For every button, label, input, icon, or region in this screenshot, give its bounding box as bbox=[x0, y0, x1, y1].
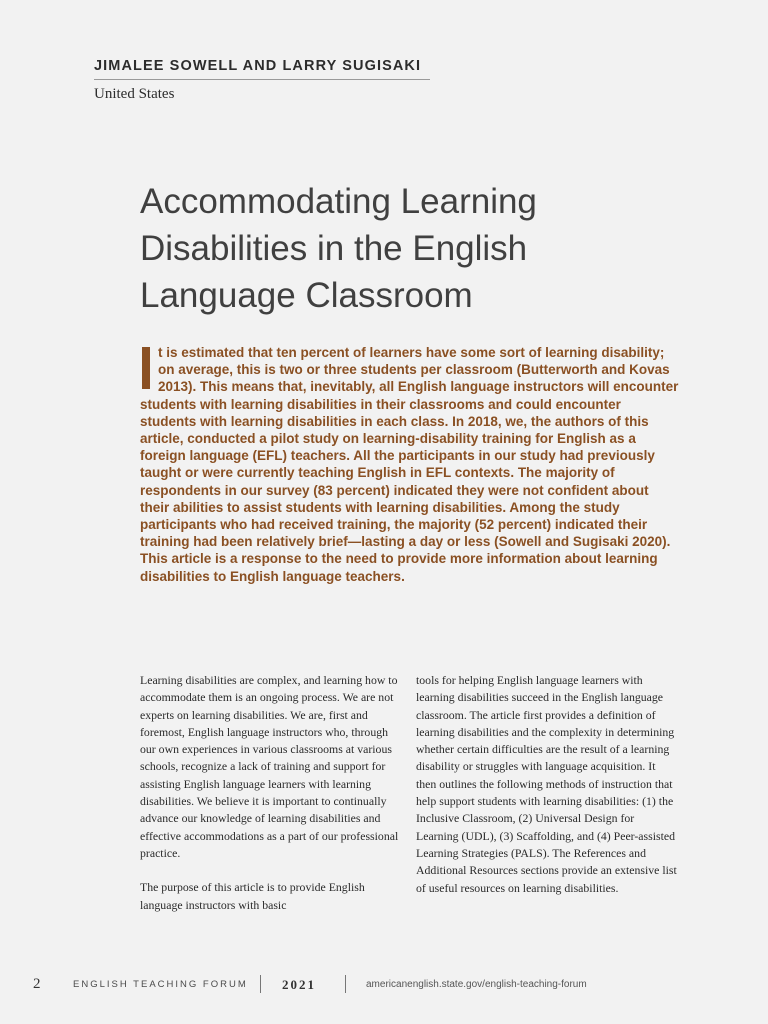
journal-name: ENGLISH TEACHING FORUM bbox=[73, 979, 248, 990]
lead-text: t is estimated that ten percent of learners have some sort of learning disability; on average, this is two or three students per classroom (Butterworth and Kovas 2013). This means that, inevitably, all English language instructors will encounter students with learning disabilities in their classrooms and could encounter students with learning disabilities in each class. In 2018, we, the authors of this article, conducted a pilot study on learning-disability training for English as a foreign language (EFL) teachers. All the participants in our study had previously taught or were currently teaching English in EFL contexts. The majority of respondents in our survey (83 percent) indicated they were not confident about their abilities to assist students with learning disabilities. Among the study participants who had received training, the majority (52 percent) indicated their training had been relatively brief—lasting a day or less (Sowell and Sugisaki 2020). This article is a response to the need to provide more information about learning disabilities to English language teachers. bbox=[140, 345, 679, 584]
body-paragraph: Learning disabilities are complex, and learning how to accommodate them is an ongoing process. We are not experts on learning disabilities. We are, first and foremost, English language instructors who, through our own experiences in various classrooms at various schools, recognize a lack of training and support for assisting English language learners with learning disabilities. We believe it is important to continually advance our knowledge of learning disabilities and effective accommodations as a part of our professional practice. bbox=[140, 673, 399, 860]
body-paragraph: The purpose of this article is to provide English language instructors with basic bbox=[140, 880, 365, 912]
body-column-left bbox=[140, 672, 402, 931]
article-title: Accommodating Learning Disabilities in the English Language Classroom bbox=[140, 182, 537, 315]
page-footer bbox=[0, 970, 768, 1000]
author-names: JIMALEE SOWELL AND LARRY SUGISAKI bbox=[94, 58, 430, 80]
drop-cap-bar bbox=[142, 347, 150, 389]
footer-divider bbox=[345, 975, 346, 993]
body-column-right bbox=[416, 672, 678, 914]
publication-year: 2021 bbox=[282, 977, 316, 992]
page-number: 2 bbox=[33, 976, 41, 992]
lead-paragraph bbox=[140, 344, 680, 585]
footer-divider bbox=[260, 975, 261, 993]
author-country: United States bbox=[94, 86, 175, 102]
body-paragraph: tools for helping English language learners with learning disabilities succeed in the English language classroom. The article first provides a definition of learning disabilities and the complexity in determining whether certain difficulties are the result of a learning disability or struggles with language acquisition. It then outlines the following methods of instruction that help support students with learning disabilities: (1) the Inclusive Classroom, (2) Universal Design for Learning (UDL), (3) Scaffolding, and (4) Peer-assisted Learning Strategies (PALS). The References and Additional Resources sections provide an extensive list of useful resources on learning disabilities. bbox=[416, 673, 677, 895]
journal-url[interactable]: americanenglish.state.gov/english-teaching-forum bbox=[366, 979, 587, 990]
